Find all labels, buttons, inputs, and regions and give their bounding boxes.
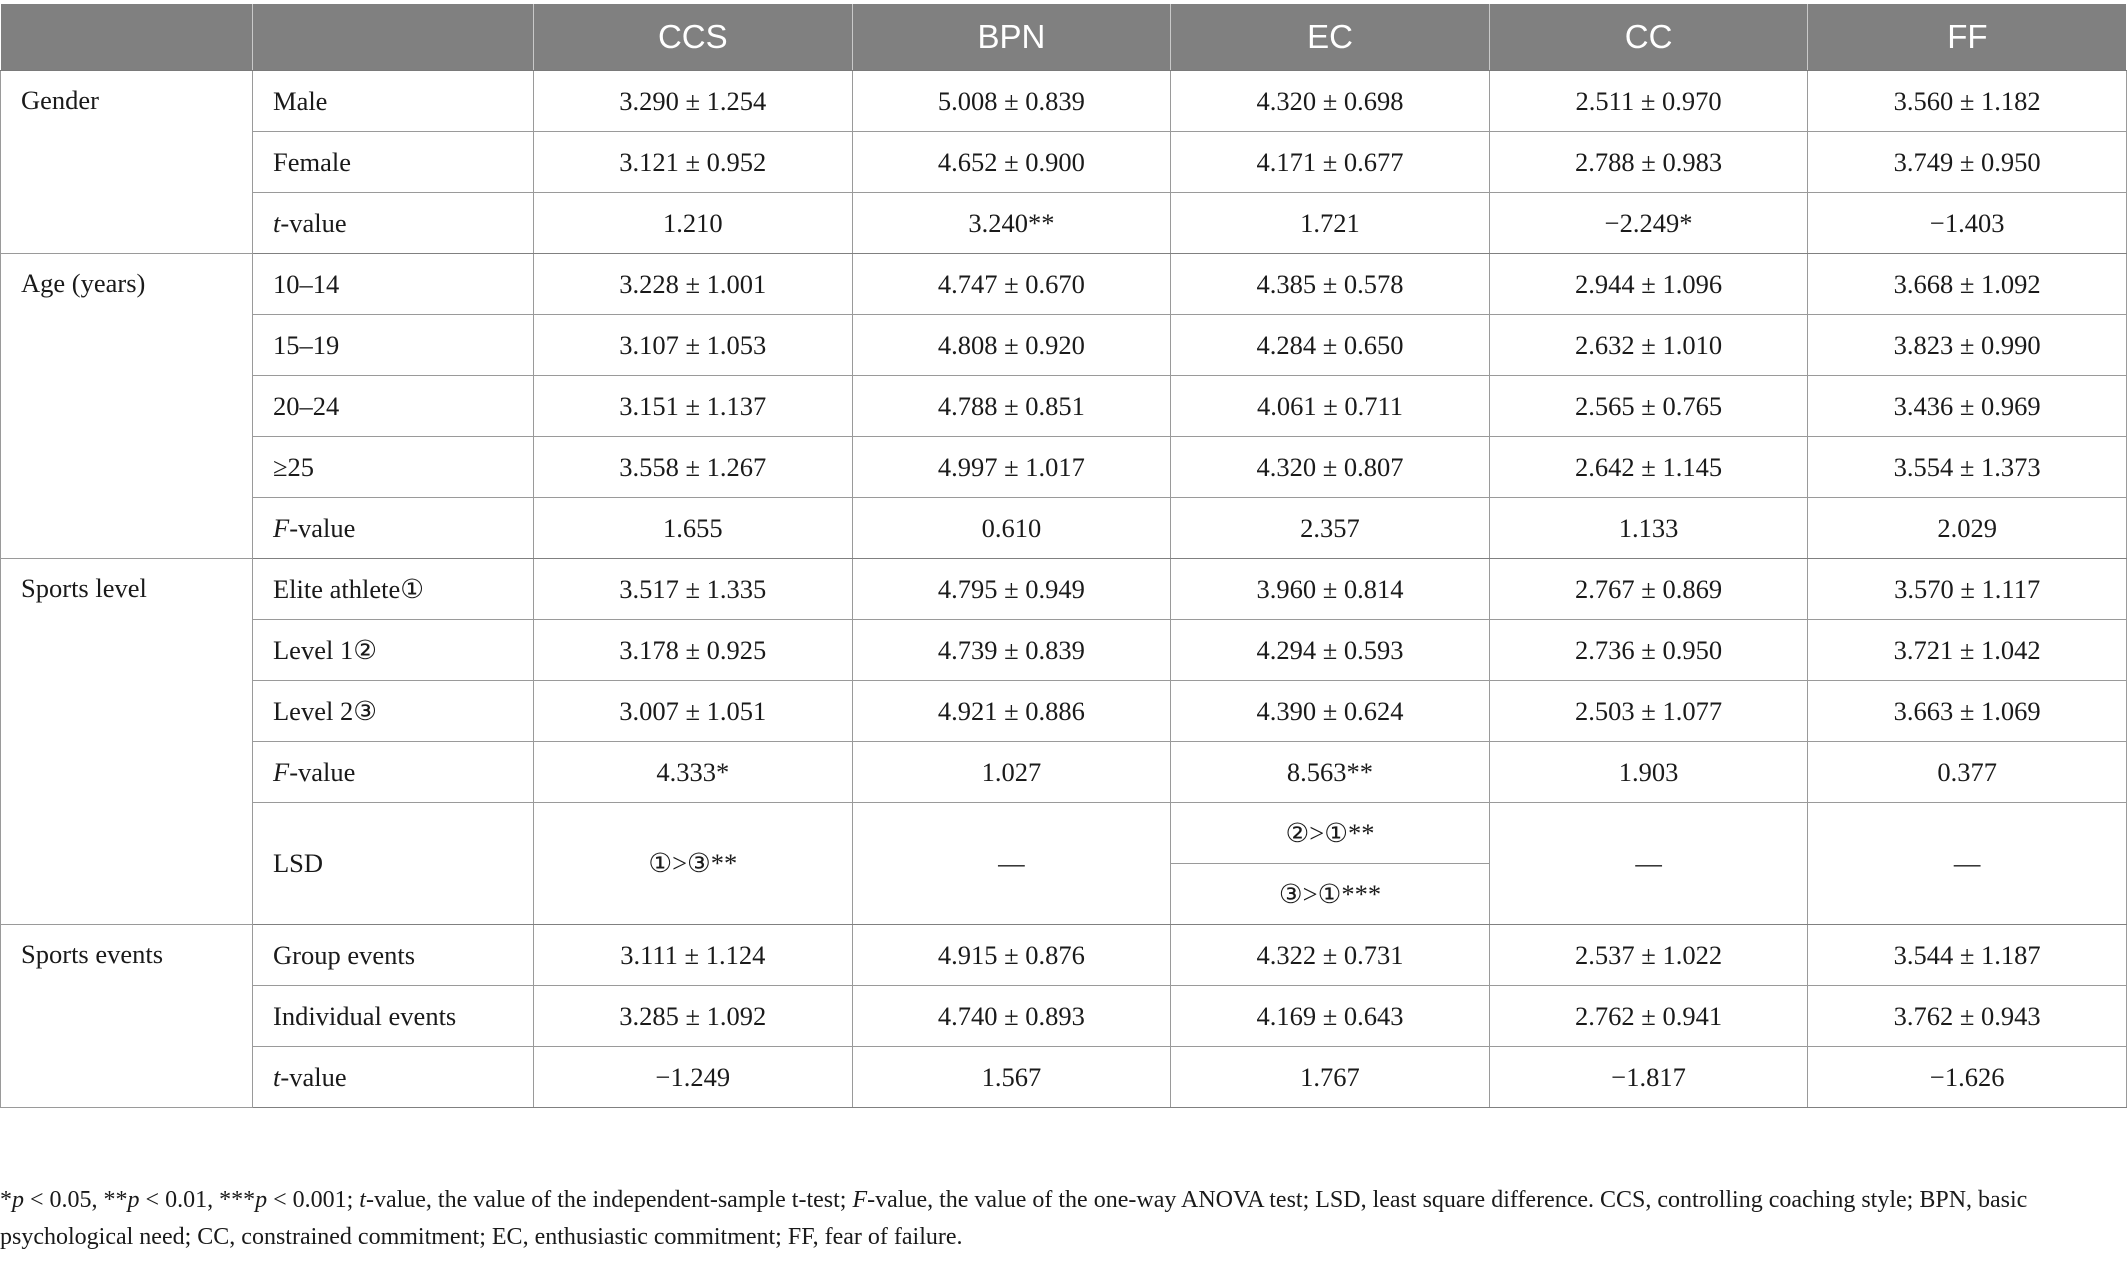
cell-ccs: 3.111 ± 1.124 [534,925,853,986]
cell-cc: 2.736 ± 0.950 [1489,620,1808,681]
ec-lsd-comparison-2: ③>①*** [1278,878,1382,909]
cell-ccs: 4.333* [534,742,853,803]
table-row [1,376,2127,437]
table-row [1,681,2127,742]
cell-bpn: 1.027 [852,742,1171,803]
fn-text: -value, the value of the independent-sample t-test; [365,1187,853,1213]
fn-text: < 0.001; [267,1187,360,1213]
cell-cc: 2.632 ± 1.010 [1489,315,1808,376]
test-suffix: -value [280,1061,347,1092]
cell-bpn: 1.567 [852,1047,1171,1108]
header-bpn: BPN [852,4,1171,71]
cell-ff: 3.436 ± 0.969 [1808,376,2127,437]
row-label: ≥25 [253,437,534,498]
cell-cc: 2.537 ± 1.022 [1489,925,1808,986]
table-row [1,559,2127,620]
table-row [1,254,2127,315]
fn-text: < 0.05, ** [24,1187,128,1213]
cell-cc: 2.511 ± 0.970 [1489,71,1808,132]
table-row [1,1047,2127,1108]
table-row [1,71,2127,132]
cell-ff: −1.626 [1808,1047,2127,1108]
header-ff: FF [1808,4,2127,71]
test-suffix: -value [280,207,347,238]
cell-ff: 3.823 ± 0.990 [1808,315,2127,376]
fn-p: p [127,1187,140,1213]
table-row [1,986,2127,1047]
row-label-test [253,193,534,254]
header-ec: EC [1171,4,1490,71]
header-empty-2 [253,4,534,71]
cell-cc: 2.762 ± 0.941 [1489,986,1808,1047]
cell-ccs: 3.228 ± 1.001 [534,254,853,315]
cell-ff: — [1808,803,2127,925]
cell-ec: 8.563** [1171,742,1490,803]
cell-ccs: 1.210 [534,193,853,254]
test-symbol: t [273,1061,281,1092]
cell-ff: 3.762 ± 0.943 [1808,986,2127,1047]
cell-ccs: 3.151 ± 1.137 [534,376,853,437]
cell-ccs: 3.558 ± 1.267 [534,437,853,498]
cell-bpn: 4.788 ± 0.851 [852,376,1171,437]
test-suffix: -value [289,756,356,787]
cell-ccs: 3.290 ± 1.254 [534,71,853,132]
cell-cc: 2.642 ± 1.145 [1489,437,1808,498]
cell-ec: 3.960 ± 0.814 [1171,559,1490,620]
cell-cc: 2.503 ± 1.077 [1489,681,1808,742]
cell-cc: −1.817 [1489,1047,1808,1108]
row-label: Level 1② [253,620,534,681]
cell-ccs: 3.178 ± 0.925 [534,620,853,681]
cell-cc: 2.944 ± 1.096 [1489,254,1808,315]
cell-ccs: 3.121 ± 0.952 [534,132,853,193]
cell-ec: 4.322 ± 0.731 [1171,925,1490,986]
cell-ccs: −1.249 [534,1047,853,1108]
group-label-sports-events: Sports events [1,925,253,1108]
cell-ff: 2.029 [1808,498,2127,559]
cell-ff: 3.554 ± 1.373 [1808,437,2127,498]
cell-ec: 4.385 ± 0.578 [1171,254,1490,315]
fn-text: < 0.01, *** [139,1187,256,1213]
table-row [1,132,2127,193]
table-row [1,925,2127,986]
cell-ff: 3.560 ± 1.182 [1808,71,2127,132]
table-row [1,193,2127,254]
ec-lsd-comparison-1: ②>①** [1171,803,1489,864]
group-label-gender: Gender [1,71,253,254]
cell-cc: — [1489,803,1808,925]
cell-ff: 3.721 ± 1.042 [1808,620,2127,681]
row-label: Male [253,71,534,132]
row-label: Female [253,132,534,193]
cell-bpn: 5.008 ± 0.839 [852,71,1171,132]
cell-ec: 2.357 [1171,498,1490,559]
row-label: 20–24 [253,376,534,437]
cell-ff: −1.403 [1808,193,2127,254]
statistics-table [0,4,2127,1108]
row-label-test [253,742,534,803]
cell-ccs: 3.285 ± 1.092 [534,986,853,1047]
cell-cc: 1.133 [1489,498,1808,559]
cell-ff: 3.749 ± 0.950 [1808,132,2127,193]
cell-ff: 3.668 ± 1.092 [1808,254,2127,315]
cell-bpn: 4.739 ± 0.839 [852,620,1171,681]
header-row [1,4,2127,71]
cell-ccs: 3.107 ± 1.053 [534,315,853,376]
table-row [1,620,2127,681]
fn-p: p [12,1187,24,1213]
cell-ec: 4.169 ± 0.643 [1171,986,1490,1047]
cell-ec: 4.171 ± 0.677 [1171,132,1490,193]
cell-cc: 2.788 ± 0.983 [1489,132,1808,193]
header-empty-1 [1,4,253,71]
cell-ff: 3.544 ± 1.187 [1808,925,2127,986]
header-cc: CC [1489,4,1808,71]
cell-ccs: 3.007 ± 1.051 [534,681,853,742]
row-label: 10–14 [253,254,534,315]
fn-p: p [255,1187,268,1213]
cell-ec: 1.721 [1171,193,1490,254]
cell-ec: 4.284 ± 0.650 [1171,315,1490,376]
fn-text: * [0,1187,12,1213]
test-symbol: F [273,512,290,543]
row-label: Individual events [253,986,534,1047]
cell-bpn: 4.652 ± 0.900 [852,132,1171,193]
cell-ec: 4.320 ± 0.807 [1171,437,1490,498]
cell-ec: 1.767 [1171,1047,1490,1108]
row-label: LSD [253,803,534,925]
cell-bpn: — [852,803,1171,925]
cell-bpn: 4.997 ± 1.017 [852,437,1171,498]
table-row [1,742,2127,803]
cell-bpn: 4.795 ± 0.949 [852,559,1171,620]
test-suffix: -value [289,512,356,543]
cell-bpn: 4.921 ± 0.886 [852,681,1171,742]
cell-ec [1171,803,1490,925]
test-symbol: F [273,756,290,787]
cell-ec: 4.294 ± 0.593 [1171,620,1490,681]
cell-ccs: 3.517 ± 1.335 [534,559,853,620]
row-label: 15–19 [253,315,534,376]
cell-ec: 4.390 ± 0.624 [1171,681,1490,742]
cell-bpn: 4.808 ± 0.920 [852,315,1171,376]
cell-bpn: 3.240** [852,193,1171,254]
cell-cc: −2.249* [1489,193,1808,254]
cell-ec: 4.061 ± 0.711 [1171,376,1490,437]
fn-f: F [852,1187,868,1213]
header-ccs: CCS [534,4,853,71]
cell-ff: 3.570 ± 1.117 [1808,559,2127,620]
row-label-test [253,498,534,559]
table-row [1,315,2127,376]
cell-bpn: 4.747 ± 0.670 [852,254,1171,315]
cell-bpn: 4.740 ± 0.893 [852,986,1171,1047]
cell-ccs: ①>③** [534,803,853,925]
cell-ec: 4.320 ± 0.698 [1171,71,1490,132]
table-row [1,498,2127,559]
group-label-age: Age (years) [1,254,253,559]
group-label-sports-level: Sports level [1,559,253,925]
fn-t: t [359,1187,366,1213]
row-label: Group events [253,925,534,986]
cell-cc: 1.903 [1489,742,1808,803]
test-symbol: t [273,207,281,238]
row-label: Elite athlete① [253,559,534,620]
row-label-test [253,1047,534,1108]
cell-cc: 2.767 ± 0.869 [1489,559,1808,620]
table-footnote [0,1182,2120,1256]
cell-ff: 0.377 [1808,742,2127,803]
cell-ccs: 1.655 [534,498,853,559]
cell-cc: 2.565 ± 0.765 [1489,376,1808,437]
table-row-lsd [1,803,2127,925]
ec-lsd-split [1171,803,1489,924]
fn-text: -value, the value of the one-way ANOVA test; LSD, least square difference. CCS, controlling coaching style; BPN, basic psychological need; CC, constrained commitment; EC, enthusiastic commitment; FF, fear of failure. [0,1187,2028,1250]
cell-bpn: 4.915 ± 0.876 [852,925,1171,986]
cell-bpn: 0.610 [852,498,1171,559]
table-row [1,437,2127,498]
row-label: Level 2③ [253,681,534,742]
cell-ff: 3.663 ± 1.069 [1808,681,2127,742]
